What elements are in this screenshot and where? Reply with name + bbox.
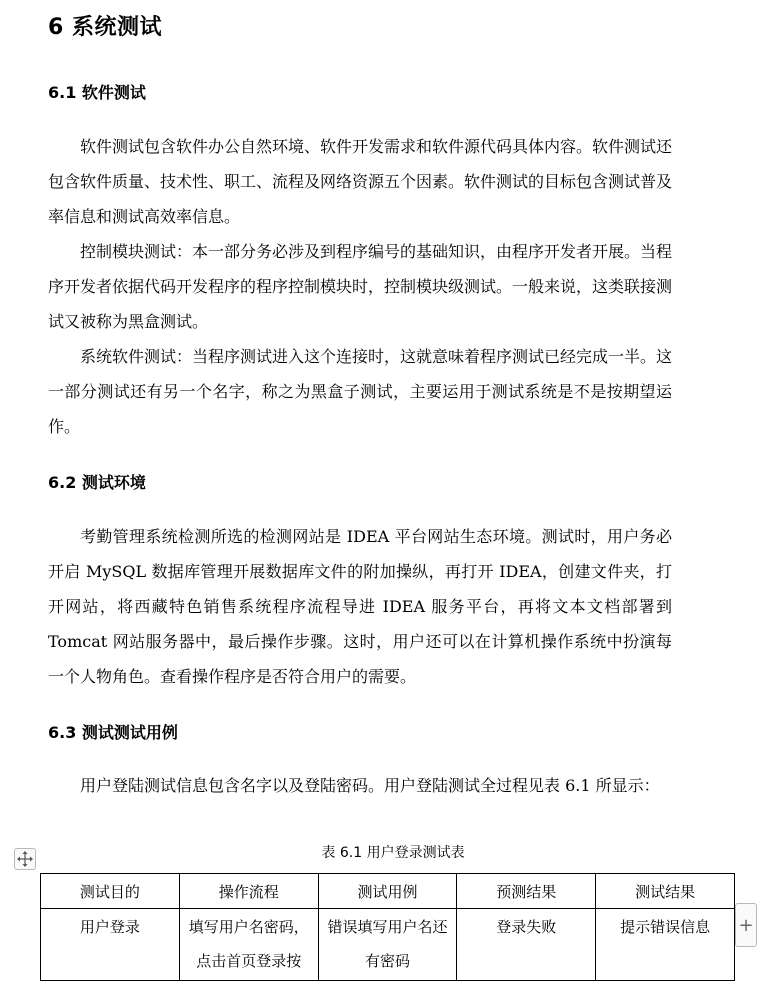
table-header-cell: 操作流程 bbox=[179, 874, 318, 909]
paragraph: 系统软件测试：当程序测试进入这个连接时，这就意味着程序测试已经完成一半。这一部分测试还有另一个名字，称之为黑盒子测试，主要运用于测试系统是不是按期望运作。 bbox=[48, 347, 673, 436]
table-caption: 表 6.1 用户登录测试表 bbox=[321, 845, 465, 861]
paragraph: 控制模块测试：本一部分务必涉及到程序编号的基础知识，由程序开发者开展。当程序开发者依据代码开发程序的程序控制模块时，控制模块级测试。一般来说，这类联接测试又被称为黑盒测试。 bbox=[48, 242, 673, 331]
chapter-title: 6 系统测试 bbox=[48, 15, 162, 40]
section-heading-6-3: 6.3 测试测试用例 bbox=[48, 723, 178, 742]
section-heading-6-2: 6.2 测试环境 bbox=[48, 473, 146, 492]
table-move-handle[interactable] bbox=[14, 848, 36, 870]
table-cell: 填写用户名密码，点击首页登录按 bbox=[179, 909, 318, 981]
paragraph: 用户登陆测试信息包含名字以及登陆密码。用户登陆测试全过程见表 6.1 所显示： bbox=[80, 776, 660, 795]
table-header-cell: 预测结果 bbox=[457, 874, 596, 909]
table-header-cell: 测试用例 bbox=[318, 874, 457, 909]
test-table bbox=[40, 873, 735, 981]
paragraph: 考勤管理系统检测所选的检测网站是 IDEA 平台网站生态环境。测试时，用户务必开启 MySQL 数据库管理开展数据库文件的附加操纵，再打开 IDEA，创建文件夹，打开网站，将西藏特色销售系统程序流程导进 IDEA 服务平台，再将文本文档部署到 Tomcat 网站服务器中，最后操作步骤。这时，用户还可以在计算机操作系统中扮演每一个人物角色。查看操作程序是否符合用户的需要。 bbox=[48, 527, 672, 686]
table-cell: 错误填写用户名还有密码 bbox=[318, 909, 457, 981]
table-header-cell: 测试目的 bbox=[41, 874, 180, 909]
plus-icon: + bbox=[738, 914, 754, 936]
table-cell: 登录失败 bbox=[457, 909, 596, 981]
table-header-row bbox=[41, 874, 735, 909]
table-header-cell: 测试结果 bbox=[596, 874, 735, 909]
table-cell: 用户登录 bbox=[41, 909, 180, 981]
table-cell: 提示错误信息 bbox=[596, 909, 735, 981]
table-add-column-button[interactable] bbox=[735, 903, 757, 947]
paragraph: 软件测试包含软件办公自然环境、软件开发需求和软件源代码具体内容。软件测试还包含软件质量、技术性、职工、流程及网络资源五个因素。软件测试的目标包含测试普及率信息和测试高效率信息。 bbox=[48, 137, 673, 226]
table-row bbox=[41, 909, 735, 981]
section-heading-6-1: 6.1 软件测试 bbox=[48, 83, 146, 102]
move-arrows-icon bbox=[17, 851, 33, 867]
